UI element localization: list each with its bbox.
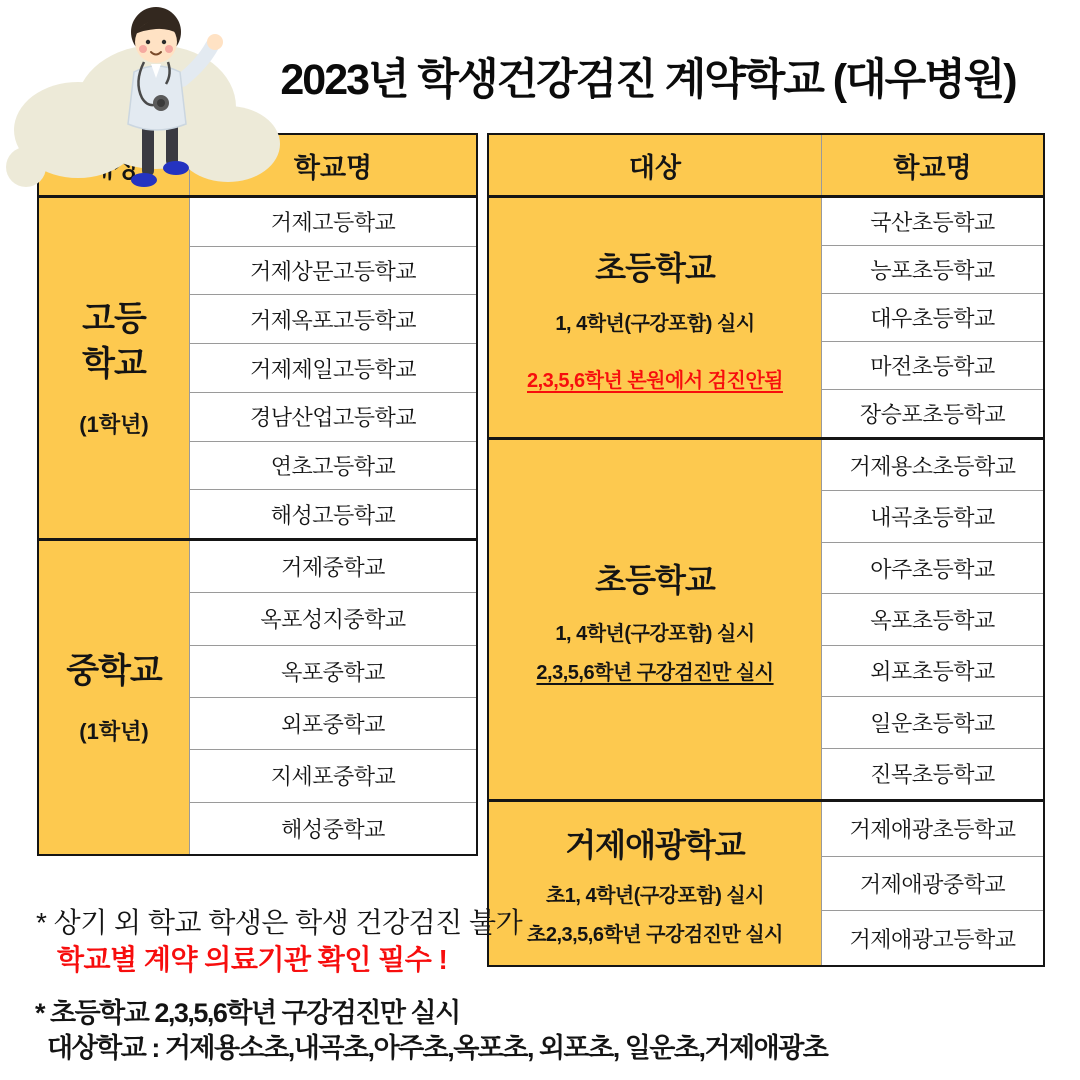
table-row (822, 593, 1043, 644)
elementary-2-target-cell (489, 440, 822, 799)
table-row (822, 910, 1043, 965)
table-row (190, 198, 476, 246)
group-title: 거제애광학교 (565, 827, 745, 863)
school-name: 옥포초등학교 (870, 607, 995, 633)
table-row (190, 294, 476, 343)
group-note-2: 2,3,5,6학년 본원에서 검진안됨 (527, 369, 783, 392)
table-row (822, 696, 1043, 747)
left-header-schoolname: 학교명 (293, 152, 373, 183)
middleschool-list (190, 541, 476, 854)
group-name: 중학교 (66, 651, 162, 690)
school-name: 거제애광고등학교 (849, 926, 1016, 952)
note-exclusion: * 상기 외 학교 학생은 학생 건강검진 불가 (36, 907, 523, 938)
elementary-group-1 (489, 198, 1043, 437)
school-name: 거제애광중학교 (859, 872, 1006, 897)
table-row (822, 245, 1043, 293)
doctor-illustration (6, 2, 296, 200)
table-row (822, 856, 1043, 911)
group-title: 초등학교 (595, 561, 715, 598)
school-name: 거제고등학교 (270, 210, 396, 236)
school-name: 외포초등학교 (870, 659, 995, 685)
school-name: 대우초등학교 (870, 306, 995, 331)
note-target-schools: 대상학교 : 거제용소초,내곡초,아주초,옥포초, 외포초, 일운초,거제애광초 (47, 1033, 828, 1063)
right-table-header (489, 135, 1043, 198)
group-grade: (1학년) (79, 411, 149, 437)
right-header-schoolname: 학교명 (893, 152, 972, 183)
aegwang-target-cell (489, 802, 822, 965)
elementary-1-target-cell (489, 198, 822, 437)
school-name: 거제제일고등학교 (249, 356, 417, 382)
school-name: 옥포성지중학교 (260, 607, 406, 633)
table-row (190, 489, 476, 538)
school-name: 경남산업고등학교 (249, 405, 417, 431)
table-row (822, 748, 1043, 799)
table-row (190, 441, 476, 490)
group-grade: (1학년) (79, 719, 149, 745)
school-name: 능포초등학교 (870, 258, 995, 283)
table-row (190, 802, 476, 854)
highschool-list (190, 198, 476, 538)
school-name: 거제중학교 (281, 555, 385, 581)
table-row (190, 392, 476, 441)
group-note-2: 2,3,5,6학년 구강검진만 실시 (536, 661, 774, 684)
page-title: 2023년 학생건강검진 계약학교 (대우병원) (280, 56, 1016, 104)
elementary-group-2 (489, 437, 1043, 799)
group-title: 초등학교 (595, 249, 715, 286)
table-row (190, 541, 476, 592)
table-row (822, 542, 1043, 593)
school-name: 일운초등학교 (870, 710, 995, 736)
note-oral-exam: * 초등학교 2,3,5,6학년 구강검진만 실시 (35, 998, 460, 1028)
school-name: 국산초등학교 (870, 210, 995, 235)
school-name: 외포중학교 (281, 712, 385, 738)
school-name: 해성고등학교 (270, 502, 396, 528)
group-note-1: 1, 4학년(구강포함) 실시 (555, 622, 755, 645)
school-name: 옥포중학교 (281, 659, 385, 685)
table-row (190, 246, 476, 295)
note-check-institution: 학교별 계약 의료기관 확인 필수 ! (57, 944, 448, 975)
table-row (190, 592, 476, 644)
table-row (190, 343, 476, 392)
school-name: 연초고등학교 (270, 453, 396, 479)
school-name: 거제상문고등학교 (249, 259, 417, 285)
school-name: 해성중학교 (281, 816, 385, 842)
right-schools-table (487, 133, 1045, 967)
school-name: 내곡초등학교 (870, 505, 995, 531)
school-name: 아주초등학교 (870, 556, 995, 582)
aegwang-group (489, 799, 1043, 965)
group-note-2: 초2,3,5,6학년 구강검진만 실시 (527, 924, 783, 946)
school-name: 마전초등학교 (870, 354, 995, 379)
table-row (822, 802, 1043, 856)
right-header-target: 대상 (489, 135, 822, 195)
table-row (822, 645, 1043, 696)
table-row (822, 293, 1043, 341)
school-name: 진목초등학교 (870, 762, 995, 788)
school-name: 장승포초등학교 (859, 402, 1006, 427)
highschool-group (39, 198, 476, 538)
elementary-2-list (822, 440, 1043, 799)
table-row (822, 341, 1043, 389)
school-name: 지세포중학교 (270, 764, 396, 790)
middleschool-target-cell (39, 541, 190, 854)
highschool-target-cell (39, 198, 190, 538)
elementary-1-list (822, 198, 1043, 437)
table-row (190, 697, 476, 749)
school-name: 거제옥포고등학교 (249, 307, 417, 333)
aegwang-list (822, 802, 1043, 965)
table-row (822, 440, 1043, 490)
school-name: 거제용소초등학교 (849, 453, 1016, 479)
table-row (822, 490, 1043, 541)
school-name: 거제애광초등학교 (849, 817, 1016, 843)
group-note-1: 1, 4학년(구강포함) 실시 (555, 312, 755, 335)
table-row (822, 389, 1043, 437)
left-schools-table (37, 133, 478, 856)
table-row (822, 198, 1043, 245)
table-row (190, 645, 476, 697)
table-row (190, 749, 476, 801)
group-note-1: 초1, 4학년(구강포함) 실시 (545, 885, 765, 907)
middleschool-group (39, 538, 476, 854)
group-name: 고등 학교 (82, 300, 146, 383)
